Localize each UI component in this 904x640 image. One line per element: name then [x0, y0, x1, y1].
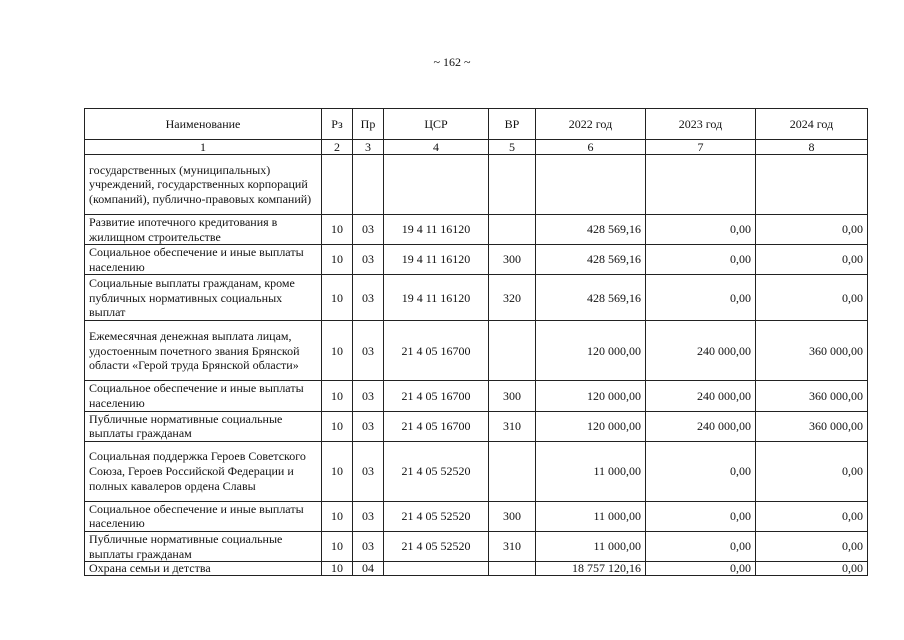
header-cell: 2024 год — [756, 109, 868, 140]
column-number-row — [85, 140, 868, 155]
table-row — [85, 562, 868, 576]
header-cell: Наименование — [85, 109, 322, 140]
cell-csr — [384, 562, 489, 576]
table-row — [85, 501, 868, 531]
table-row — [85, 215, 868, 245]
cell-csr: 21 4 05 52520 — [384, 501, 489, 531]
cell-2023: 0,00 — [646, 562, 756, 576]
row-name: Социальное обеспечение и иные выплаты населению — [85, 381, 322, 411]
cell-2024: 0,00 — [756, 215, 868, 245]
column-number: 2 — [322, 140, 353, 155]
cell-csr: 21 4 05 16700 — [384, 411, 489, 441]
cell-2022: 18 757 120,16 — [536, 562, 646, 576]
header-cell: Рз — [322, 109, 353, 140]
cell-2024 — [756, 155, 868, 215]
row-name: Социальное обеспечение и иные выплаты населению — [85, 501, 322, 531]
cell-rz: 10 — [322, 321, 353, 381]
cell-2022: 428 569,16 — [536, 215, 646, 245]
cell-vr — [489, 562, 536, 576]
cell-2024: 360 000,00 — [756, 321, 868, 381]
cell-rz: 10 — [322, 441, 353, 501]
cell-rz: 10 — [322, 215, 353, 245]
cell-rz: 10 — [322, 275, 353, 321]
cell-pr — [353, 155, 384, 215]
table-row — [85, 411, 868, 441]
cell-vr: 320 — [489, 275, 536, 321]
column-number: 6 — [536, 140, 646, 155]
column-number: 5 — [489, 140, 536, 155]
header-cell: ВР — [489, 109, 536, 140]
header-cell: 2022 год — [536, 109, 646, 140]
cell-2022: 120 000,00 — [536, 381, 646, 411]
cell-2022: 11 000,00 — [536, 531, 646, 561]
cell-pr: 03 — [353, 411, 384, 441]
cell-csr — [384, 155, 489, 215]
header-row — [85, 109, 868, 140]
cell-2023: 240 000,00 — [646, 321, 756, 381]
cell-pr: 04 — [353, 562, 384, 576]
row-name: Охрана семьи и детства — [85, 562, 322, 576]
cell-pr: 03 — [353, 245, 384, 275]
table-row — [85, 155, 868, 215]
cell-2023: 0,00 — [646, 275, 756, 321]
cell-2024: 0,00 — [756, 245, 868, 275]
cell-2023: 0,00 — [646, 215, 756, 245]
table-row — [85, 275, 868, 321]
cell-vr — [489, 155, 536, 215]
cell-2023: 240 000,00 — [646, 381, 756, 411]
cell-rz — [322, 155, 353, 215]
cell-rz: 10 — [322, 381, 353, 411]
cell-csr: 19 4 11 16120 — [384, 245, 489, 275]
cell-2023: 0,00 — [646, 245, 756, 275]
cell-2024: 360 000,00 — [756, 381, 868, 411]
cell-pr: 03 — [353, 215, 384, 245]
cell-2024: 0,00 — [756, 562, 868, 576]
page-number: ~ 162 ~ — [433, 55, 471, 69]
cell-2022: 11 000,00 — [536, 441, 646, 501]
cell-rz: 10 — [322, 245, 353, 275]
row-name: Ежемесячная денежная выплата лицам, удостоенным почетного звания Брянской области «Герой труда Брянской области» — [85, 321, 322, 381]
column-number: 3 — [353, 140, 384, 155]
row-name: Публичные нормативные социальные выплаты гражданам — [85, 411, 322, 441]
cell-vr — [489, 441, 536, 501]
cell-pr: 03 — [353, 381, 384, 411]
cell-csr: 21 4 05 16700 — [384, 321, 489, 381]
column-number: 8 — [756, 140, 868, 155]
budget-table — [84, 108, 868, 576]
cell-2024: 0,00 — [756, 275, 868, 321]
cell-vr: 300 — [489, 245, 536, 275]
cell-vr: 300 — [489, 381, 536, 411]
cell-2022 — [536, 155, 646, 215]
header-cell: 2023 год — [646, 109, 756, 140]
cell-2024: 360 000,00 — [756, 411, 868, 441]
cell-2022: 428 569,16 — [536, 275, 646, 321]
column-number: 7 — [646, 140, 756, 155]
cell-2024: 0,00 — [756, 441, 868, 501]
row-name: государственных (муниципальных) учреждений, государственных корпораций (компаний), публично-правовых компаний) — [85, 155, 322, 215]
table-row — [85, 245, 868, 275]
header-cell: Пр — [353, 109, 384, 140]
row-name: Социальная поддержка Героев Советского Союза, Героев Российской Федерации и полных кавалеров ордена Славы — [85, 441, 322, 501]
column-number: 4 — [384, 140, 489, 155]
cell-rz: 10 — [322, 531, 353, 561]
row-name: Развитие ипотечного кредитования в жилищном строительстве — [85, 215, 322, 245]
header-cell: ЦСР — [384, 109, 489, 140]
table-row — [85, 381, 868, 411]
cell-vr: 300 — [489, 501, 536, 531]
row-name: Социальное обеспечение и иные выплаты населению — [85, 245, 322, 275]
table-row — [85, 531, 868, 561]
cell-2023 — [646, 155, 756, 215]
cell-pr: 03 — [353, 275, 384, 321]
cell-2023: 0,00 — [646, 531, 756, 561]
cell-2023: 0,00 — [646, 441, 756, 501]
cell-rz: 10 — [322, 562, 353, 576]
cell-2022: 11 000,00 — [536, 501, 646, 531]
cell-2023: 240 000,00 — [646, 411, 756, 441]
cell-vr — [489, 321, 536, 381]
cell-csr: 19 4 11 16120 — [384, 215, 489, 245]
cell-rz: 10 — [322, 501, 353, 531]
cell-csr: 21 4 05 52520 — [384, 531, 489, 561]
cell-csr: 19 4 11 16120 — [384, 275, 489, 321]
cell-2024: 0,00 — [756, 501, 868, 531]
cell-2024: 0,00 — [756, 531, 868, 561]
cell-vr: 310 — [489, 531, 536, 561]
cell-2022: 120 000,00 — [536, 411, 646, 441]
cell-pr: 03 — [353, 531, 384, 561]
row-name: Социальные выплаты гражданам, кроме публичных нормативных социальных выплат — [85, 275, 322, 321]
cell-csr: 21 4 05 16700 — [384, 381, 489, 411]
cell-pr: 03 — [353, 441, 384, 501]
cell-pr: 03 — [353, 501, 384, 531]
cell-2022: 428 569,16 — [536, 245, 646, 275]
cell-rz: 10 — [322, 411, 353, 441]
cell-2022: 120 000,00 — [536, 321, 646, 381]
cell-pr: 03 — [353, 321, 384, 381]
table-row — [85, 321, 868, 381]
cell-vr: 310 — [489, 411, 536, 441]
cell-vr — [489, 215, 536, 245]
row-name: Публичные нормативные социальные выплаты гражданам — [85, 531, 322, 561]
table-row — [85, 441, 868, 501]
cell-csr: 21 4 05 52520 — [384, 441, 489, 501]
cell-2023: 0,00 — [646, 501, 756, 531]
column-number: 1 — [85, 140, 322, 155]
